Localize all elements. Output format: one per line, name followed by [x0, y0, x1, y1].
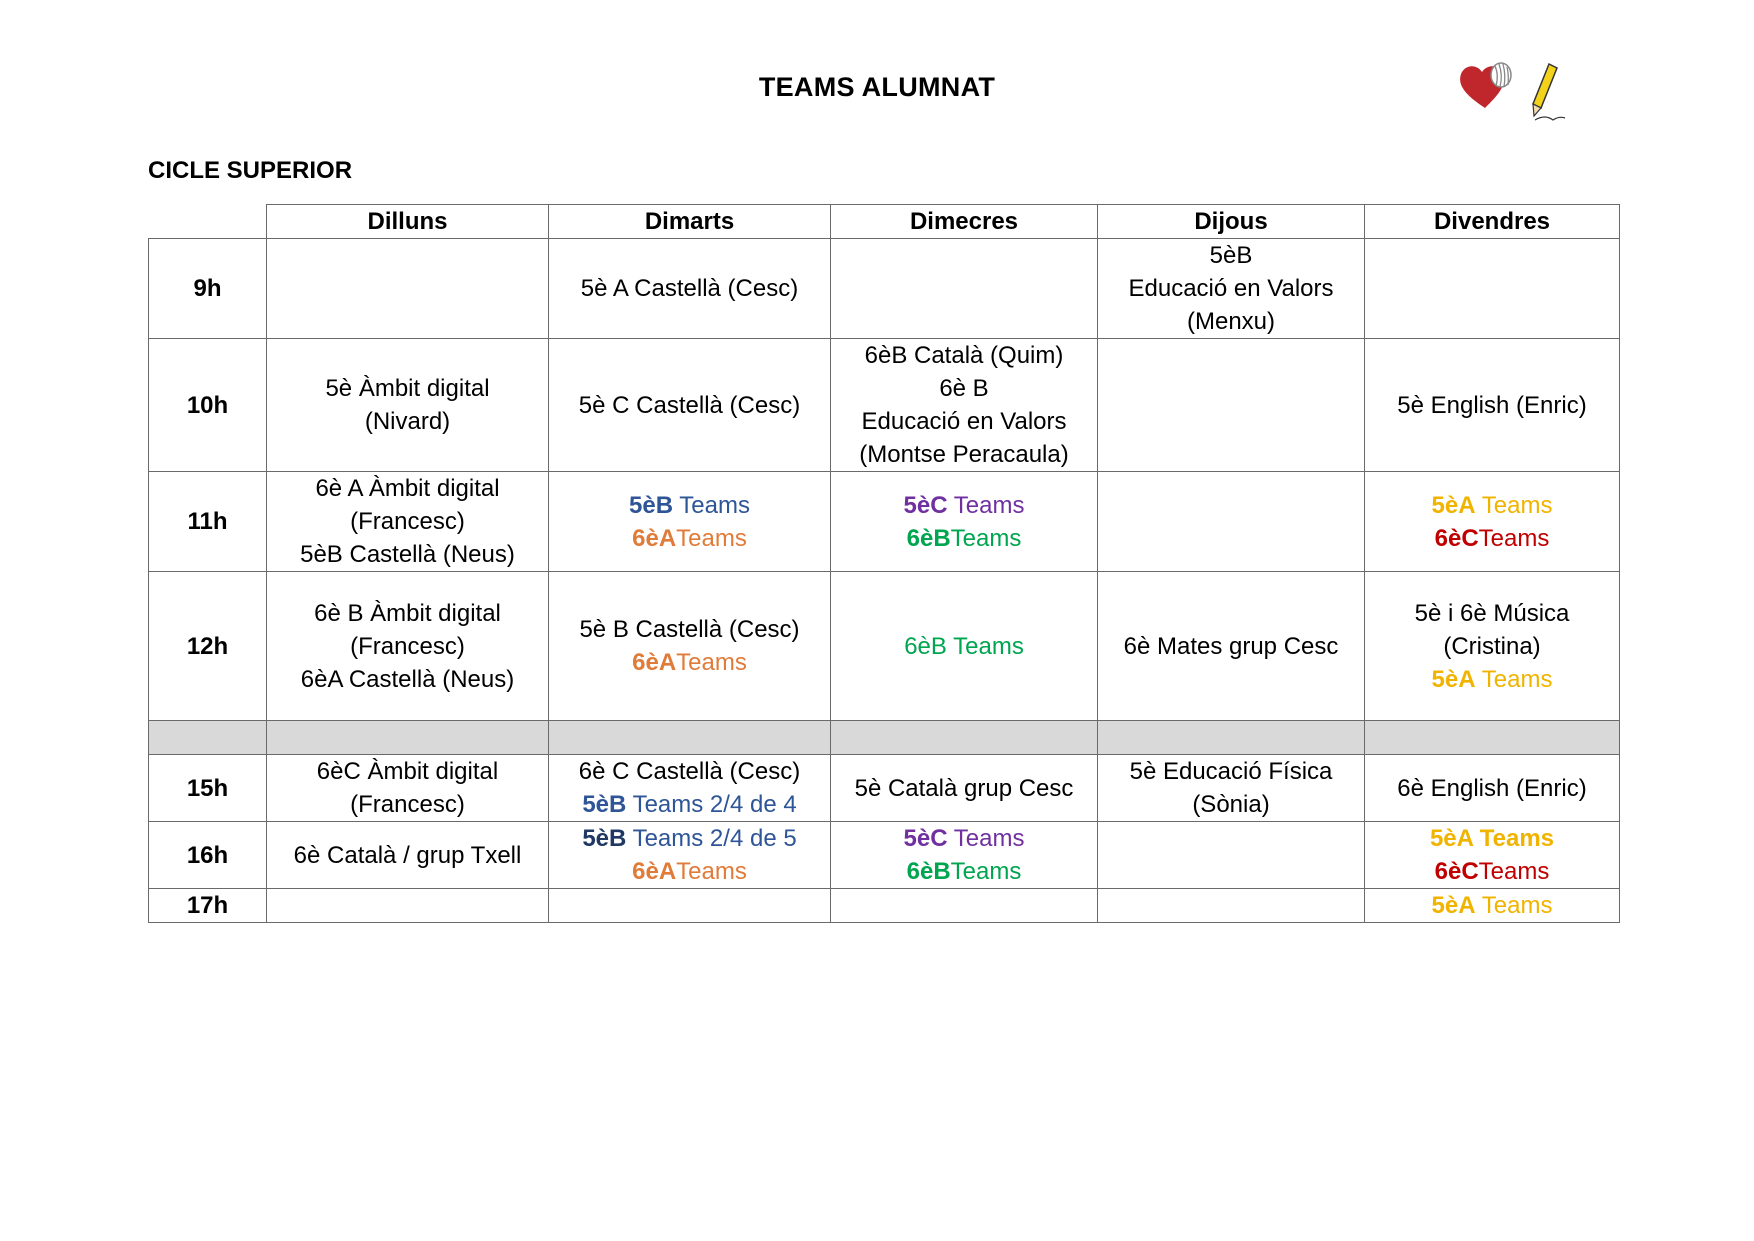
- cell-text: Teams: [1478, 858, 1550, 885]
- schedule-cell: [549, 472, 831, 572]
- hour-label: 11h: [149, 472, 267, 572]
- cell-line: [1098, 788, 1364, 821]
- cell-line: [267, 472, 548, 505]
- cell-text: 6èA Castellà (Neus): [300, 665, 515, 693]
- schedule-row-12h: [149, 572, 1620, 721]
- cell-text: Educació en Valors: [1128, 275, 1334, 302]
- cell-text: 5è Educació Física: [1129, 758, 1333, 785]
- cell-text: Teams: [676, 858, 747, 885]
- schedule-row-9h: [149, 239, 1620, 339]
- cell-text: (Francesc): [350, 508, 465, 535]
- schedule-row-15h: [149, 755, 1620, 822]
- schedule-cell: [1098, 889, 1365, 923]
- school-logo: [1455, 60, 1595, 130]
- section-title: CICLE SUPERIOR: [148, 157, 353, 184]
- schedule-cell: [831, 755, 1098, 822]
- day-header-dijous: Dijous: [1098, 205, 1365, 239]
- cell-line: [549, 489, 830, 522]
- schedule-cell: [831, 239, 1098, 339]
- cell-text: Teams: [673, 491, 750, 519]
- hour-label: 17h: [149, 889, 267, 923]
- cell-line: [1365, 522, 1619, 555]
- cell-line: [1098, 272, 1364, 305]
- schedule-cell: [831, 889, 1098, 923]
- cell-text: (Menxu): [1186, 308, 1276, 335]
- cell-text: 5è B Castellà (Cesc): [579, 616, 800, 643]
- break-cell: [149, 721, 267, 755]
- schedule-cell: [267, 572, 549, 721]
- break-cell: [831, 721, 1098, 755]
- schedule-cell: [1365, 339, 1620, 472]
- cell-line: [831, 372, 1097, 405]
- schedule-cell: [549, 239, 831, 339]
- timetable: [148, 204, 1620, 923]
- cell-line: [831, 438, 1097, 471]
- schedule-cell: [1098, 239, 1365, 339]
- header-row: [149, 205, 1620, 239]
- day-header-dilluns: Dilluns: [267, 205, 549, 239]
- cell-line: [549, 788, 830, 821]
- schedule-cell: [831, 339, 1098, 472]
- cell-text: 5è C Castellà (Cesc): [578, 391, 801, 419]
- cell-line: [1365, 389, 1619, 422]
- cell-line: [1365, 597, 1619, 630]
- cell-text: 6èC: [1434, 524, 1479, 552]
- cell-line: [549, 646, 830, 679]
- schedule-cell: [1098, 339, 1365, 472]
- cell-text: Teams 2/4 de 5: [626, 825, 797, 852]
- cell-line: [267, 663, 548, 696]
- cell-text: 5èA: [1431, 491, 1476, 519]
- break-cell: [549, 721, 831, 755]
- cell-text: Teams: [947, 491, 1025, 519]
- cell-text: Teams: [950, 524, 1022, 552]
- cell-line: [549, 522, 830, 555]
- break-cell: [1365, 721, 1620, 755]
- cell-line: [1365, 855, 1619, 888]
- cell-text: 5èB: [629, 491, 674, 519]
- day-header-dimecres: Dimecres: [831, 205, 1098, 239]
- schedule-cell: [267, 472, 549, 572]
- cell-text: 5èB: [582, 791, 627, 818]
- cell-text: 6èB Català (Quim): [864, 342, 1064, 369]
- cell-line: [267, 630, 548, 663]
- schedule-cell: [549, 889, 831, 923]
- cell-text: Teams: [950, 858, 1022, 885]
- cell-line: [831, 772, 1097, 805]
- schedule-cell: [267, 822, 549, 889]
- cell-text: 6è C Castellà (Cesc): [578, 758, 801, 785]
- cell-text: 5èC: [903, 491, 948, 519]
- schedule-cell: [1098, 472, 1365, 572]
- cell-text: Teams: [1475, 665, 1553, 693]
- cell-line: [549, 855, 830, 888]
- cell-line: [1365, 630, 1619, 663]
- hour-label: 15h: [149, 755, 267, 822]
- schedule-cell: [549, 822, 831, 889]
- schedule-cell: [1365, 572, 1620, 721]
- cell-line: [267, 755, 548, 788]
- cell-text: 5èA: [1431, 892, 1476, 919]
- hour-label: 16h: [149, 822, 267, 889]
- schedule-cell: [1098, 572, 1365, 721]
- cell-text: 5èC: [903, 825, 948, 852]
- schedule-cell: [549, 755, 831, 822]
- cell-line: [1365, 663, 1619, 696]
- cell-text: (Cristina): [1443, 632, 1541, 660]
- cell-text: 6è Català / grup Txell: [293, 841, 522, 869]
- cell-text: 5èB Castellà (Neus): [300, 541, 515, 568]
- cell-line: [549, 272, 830, 305]
- break-row: [149, 721, 1620, 755]
- day-header-dimarts: Dimarts: [549, 205, 831, 239]
- cell-text: (Francesc): [350, 632, 465, 660]
- day-header-divendres: Divendres: [1365, 205, 1620, 239]
- cell-line: [267, 597, 548, 630]
- cell-text: 6èB: [906, 524, 951, 552]
- cell-text: (Montse Peracaula): [859, 441, 1069, 468]
- cell-text: 6èA: [632, 858, 677, 885]
- cell-text: 5èA Teams: [1429, 825, 1555, 852]
- cell-line: [831, 339, 1097, 372]
- cell-line: [549, 822, 830, 855]
- cell-line: [267, 788, 548, 821]
- cell-text: 5è Català grup Cesc: [854, 774, 1074, 802]
- schedule-cell: [267, 239, 549, 339]
- schedule-row-16h: [149, 822, 1620, 889]
- cell-text: (Sònia): [1192, 791, 1270, 818]
- break-cell: [1098, 721, 1365, 755]
- cell-text: Teams: [676, 524, 747, 552]
- schedule-cell: [831, 572, 1098, 721]
- cell-line: [267, 405, 548, 438]
- cell-text: 6è English (Enric): [1397, 774, 1587, 802]
- cell-text: Teams 2/4 de 4: [626, 791, 797, 818]
- cell-line: [549, 389, 830, 422]
- schedule-cell: [549, 572, 831, 721]
- cell-line: [831, 855, 1097, 888]
- hour-label: 10h: [149, 339, 267, 472]
- cell-line: [267, 839, 548, 872]
- cell-line: [831, 405, 1097, 438]
- schedule-cell: [1365, 239, 1620, 339]
- cell-text: 6èC Àmbit digital: [316, 758, 499, 785]
- cell-line: [1365, 489, 1619, 522]
- cell-text: 5è i 6è Música: [1414, 599, 1570, 627]
- pencil-icon: [1523, 60, 1583, 130]
- cell-line: [1098, 239, 1364, 272]
- schedule-cell: [1365, 889, 1620, 923]
- cell-line: [1365, 772, 1619, 805]
- cell-text: (Nivard): [364, 408, 451, 435]
- cell-line: [831, 489, 1097, 522]
- schedule-cell: [267, 755, 549, 822]
- schedule-cell: [267, 339, 549, 472]
- schedule-cell: [1098, 822, 1365, 889]
- cell-line: [1098, 755, 1364, 788]
- cell-line: [549, 755, 830, 788]
- cell-line: [549, 613, 830, 646]
- cell-text: 5èA: [1431, 665, 1476, 693]
- schedule-row-17h: [149, 889, 1620, 923]
- cell-text: Teams: [1478, 524, 1550, 552]
- cell-text: 6è A Àmbit digital: [315, 475, 500, 502]
- schedule-row-11h: [149, 472, 1620, 572]
- cell-text: 6è Mates grup Cesc: [1123, 632, 1339, 660]
- header-corner: [149, 205, 267, 239]
- cell-text: (Francesc): [350, 791, 465, 818]
- page-title: TEAMS ALUMNAT: [758, 72, 996, 102]
- hour-label: 9h: [149, 239, 267, 339]
- schedule-cell: [1365, 472, 1620, 572]
- cell-text: 6èB Teams: [904, 632, 1024, 660]
- cell-text: Teams: [947, 825, 1025, 852]
- schedule-cell: [831, 472, 1098, 572]
- cell-line: [1365, 889, 1619, 922]
- cell-text: 6è B Àmbit digital: [314, 599, 501, 627]
- cell-text: 5è Àmbit digital: [325, 375, 490, 402]
- timetable-body: [149, 239, 1620, 923]
- cell-line: [267, 538, 548, 571]
- schedule-cell: [1098, 755, 1365, 822]
- cell-line: [1098, 305, 1364, 338]
- cell-line: [831, 522, 1097, 555]
- schedule-cell: [549, 339, 831, 472]
- schedule-cell: [1365, 755, 1620, 822]
- cell-text: 5è English (Enric): [1397, 391, 1587, 419]
- hour-label: 12h: [149, 572, 267, 721]
- schedule-cell: [1365, 822, 1620, 889]
- cell-text: Educació en Valors: [861, 408, 1067, 435]
- cell-line: [1365, 822, 1619, 855]
- cell-text: 6èB: [906, 858, 951, 885]
- cell-text: 6èA: [632, 524, 677, 552]
- schedule-cell: [831, 822, 1098, 889]
- cell-line: [267, 372, 548, 405]
- schedule-row-10h: [149, 339, 1620, 472]
- cell-text: 5èB: [1209, 242, 1253, 269]
- cell-line: [1098, 630, 1364, 663]
- cell-line: [267, 505, 548, 538]
- cell-text: Teams: [1475, 892, 1553, 919]
- cell-text: 6è B: [939, 375, 989, 402]
- cell-text: 6èA: [632, 649, 677, 676]
- cell-text: 5èB: [582, 825, 627, 852]
- cell-line: [831, 630, 1097, 663]
- cell-text: Teams: [676, 649, 747, 676]
- cell-line: [831, 822, 1097, 855]
- cell-text: 5è A Castellà (Cesc): [580, 275, 799, 302]
- cell-text: 6èC: [1434, 858, 1479, 885]
- schedule-cell: [267, 889, 549, 923]
- cell-text: Teams: [1475, 491, 1553, 519]
- break-cell: [267, 721, 549, 755]
